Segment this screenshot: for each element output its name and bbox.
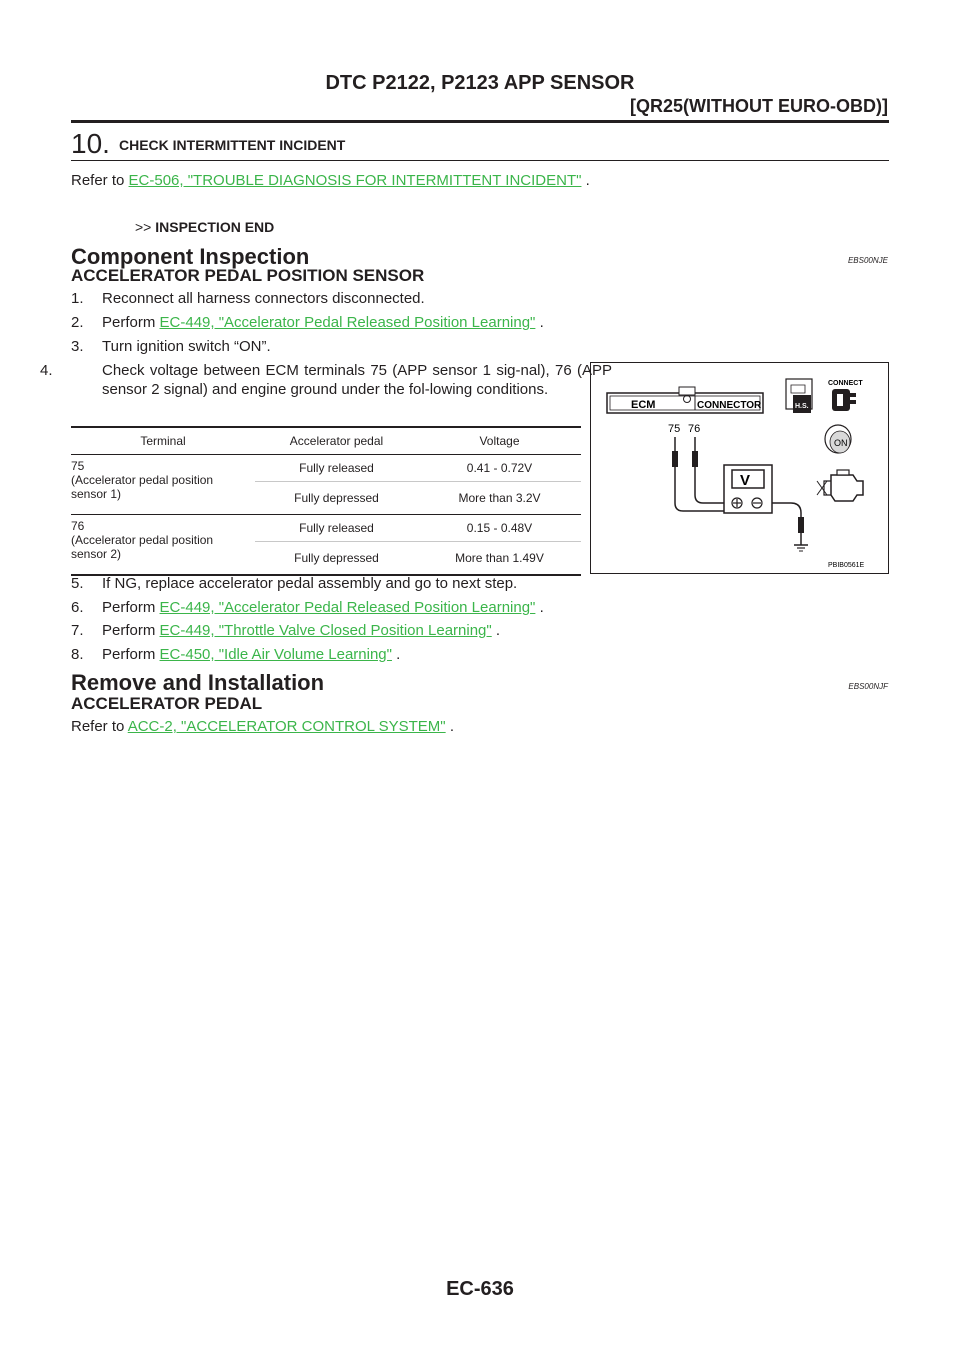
wiring-diagram [591,363,888,573]
list-item: 1. Reconnect all harness connectors disconnected. [71,290,425,307]
table-cell-voltage: 0.15 - 0.48V [418,515,581,542]
step-number: 10. [71,128,110,159]
list-item: 6. Perform EC-449, "Accelerator Pedal Released Position Learning" . [71,599,544,616]
table-cell-voltage: More than 3.2V [418,482,581,515]
table-header-terminal: Terminal [71,427,255,455]
engine-icon [817,470,863,501]
remove-installation-code: EBS00NJF [848,682,888,691]
table-cell-voltage: More than 1.49V [418,542,581,576]
table-header-pedal: Accelerator pedal [255,427,418,455]
terminal-76-label: 76 [688,423,701,435]
refer-suffix: . [585,172,590,189]
table-cell-pedal: Fully depressed [255,542,418,576]
component-inspection-title: Component Inspection [71,244,310,269]
ecm-label: ECM [631,399,656,411]
pedal-learning-link[interactable]: EC-449, "Accelerator Pedal Released Position Learning" [159,599,536,616]
list-item: 2. Perform EC-449, "Accelerator Pedal Released Position Learning" . [71,314,544,331]
throttle-learning-link[interactable]: EC-449, "Throttle Valve Closed Position Learning" [159,622,492,639]
table-row [71,515,581,542]
component-inspection-subtitle: ACCELERATOR PEDAL POSITION SENSOR [71,266,425,285]
step-refer-line [71,172,590,189]
table-cell-terminal: 76 (Accelerator pedal position sensor 2) [71,515,255,576]
page-number: EC-636 [446,1278,514,1300]
pedal-learning-link[interactable]: EC-449, "Accelerator Pedal Released Position Learning" [159,314,536,331]
list-item: 5. If NG, replace accelerator pedal assembly and go to next step. [71,575,518,592]
result-arrow: >> [135,219,152,235]
remove-installation-refer: Refer to ACC-2, "ACCELERATOR CONTROL SYSTEM" . [71,718,454,735]
hs-label: H.S. [795,403,809,410]
ground-wire [772,503,808,551]
step-title: CHECK INTERMITTENT INCIDENT [119,137,346,153]
list-item: 3. Turn ignition switch “ON”. [71,338,271,355]
table-cell-pedal: Fully released [255,515,418,542]
refer-prefix: Refer to [71,172,125,189]
connect-icon [832,389,856,411]
voltmeter-label: V [740,472,751,489]
step-result [135,219,274,235]
idle-air-learning-link[interactable]: EC-450, "Idle Air Volume Learning" [159,646,392,663]
result-label: INSPECTION END [155,219,275,235]
table-header-voltage: Voltage [418,427,581,455]
table-row [71,455,581,482]
ignition-on-label: ON [834,438,848,448]
figure-code: PBIB0561E [828,562,865,569]
intermittent-incident-link[interactable]: EC-506, "TROUBLE DIAGNOSIS FOR INTERMITTENT INCIDENT" [128,172,582,189]
page-subtitle: [QR25(WITHOUT EURO-OBD)] [630,96,888,116]
accelerator-control-link[interactable]: ACC-2, "ACCELERATOR CONTROL SYSTEM" [127,718,446,735]
connect-label: CONNECT [828,380,863,387]
remove-installation-subtitle: ACCELERATOR PEDAL [71,694,263,713]
terminal-75-label: 75 [668,423,681,435]
table-cell-pedal: Fully depressed [255,482,418,515]
page-title: DTC P2122, P2123 APP SENSOR [325,72,635,94]
table-cell-voltage: 0.41 - 0.72V [418,455,581,482]
ecm-connector-figure [590,362,889,574]
list-item: 4. Check voltage between ECM terminals 75 (APP sensor 1 sig-nal), 76 (APP sensor 2 signal) and engine ground under the fol-lowing conditions. [40,362,612,398]
header-divider [71,120,889,123]
remove-installation-title: Remove and Installation [71,670,325,695]
list-item: 8. Perform EC-450, "Idle Air Volume Learning" . [71,646,401,663]
component-inspection-code: EBS00NJE [847,256,888,265]
step-divider [71,160,889,161]
voltage-spec-table [71,426,581,576]
list-item: 7. Perform EC-449, "Throttle Valve Closed Position Learning" . [71,622,501,639]
connector-label: CONNECTOR [697,400,762,411]
table-cell-terminal: 75 (Accelerator pedal position sensor 1) [71,455,255,515]
table-cell-pedal: Fully released [255,455,418,482]
probe-wires [672,437,724,511]
